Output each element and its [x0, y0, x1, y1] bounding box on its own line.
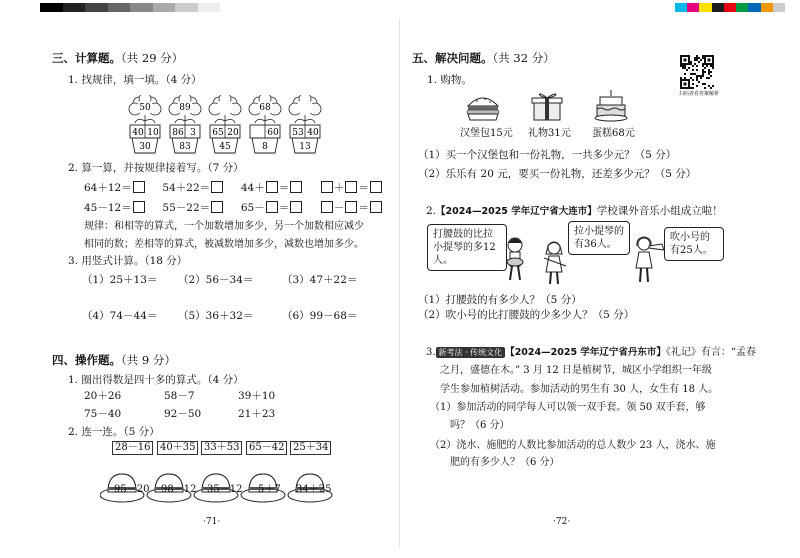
color-swatch [761, 3, 773, 12]
answer-box[interactable] [370, 181, 382, 193]
answer-box[interactable] [133, 201, 145, 213]
pot-top-number: 68 [259, 103, 271, 113]
circle-expr-4[interactable]: 75－40 [84, 408, 122, 420]
vertical-calc-5: （5）36＋32＝ [178, 310, 254, 322]
page-number-left: ·71· [203, 517, 221, 527]
card-expr-3[interactable]: 33＋53 [201, 441, 242, 455]
flower-pot [169, 95, 201, 153]
pot-left-number: 53 [292, 128, 304, 138]
r-q1-part-2: （2）乐乐有 20 元，要买一份礼物，还差多少元？（5 分） [418, 168, 697, 180]
answer-box[interactable] [211, 201, 223, 213]
color-swatch [675, 3, 687, 12]
r-q3-part-1: （1）参加活动的同学每人可以领一双手套。领 50 双手套，够 [430, 402, 706, 413]
hat-expr-1[interactable]: 95－20 [114, 484, 150, 495]
color-swatch [687, 3, 699, 12]
hat-expr-5[interactable]: 34＋25 [296, 484, 332, 495]
flower-pot [129, 95, 161, 153]
pot-left-number: 86 [172, 128, 184, 138]
rule-text-2: 相同的数；差相等的算式，被减数增加多少，减数也增加多少。 [84, 239, 364, 250]
pot-right-number: 20 [227, 128, 239, 138]
card-expr-2[interactable]: 40＋35 [157, 441, 198, 455]
vertical-calc-6: （6）99－68＝ [282, 310, 358, 322]
r-q3-line-3: 学生参加植树活动。参加活动的男生有 30 人，女生有 18 人。 [440, 384, 719, 395]
pot-top-number: 89 [179, 103, 191, 113]
speech-bubble-drum: 打腰鼓的比拉小提琴的多12人。 [427, 224, 507, 271]
calc-row-1: 64＋12＝ 54＋22＝ 44＋ ＝ ＋ ＝ [84, 180, 383, 195]
qr-code-icon[interactable] [680, 55, 714, 89]
answer-box[interactable] [290, 201, 302, 213]
color-bar [675, 3, 785, 12]
qr-caption: 扫码查看答案解析 [679, 91, 720, 97]
r-question-2: 2.【2024—2025 学年辽宁省大连市】学校课外音乐小组成立啦！ [426, 205, 723, 217]
new-method-tag: 新考法 · 传统文化 [436, 347, 506, 358]
circle-expr-1[interactable]: 20＋26 [84, 390, 122, 402]
speech-bubble-trumpet: 吹小号的有25人。 [664, 227, 724, 261]
pot-top-number: 50 [139, 103, 151, 113]
speech-bubble-violin: 拉小提琴的有36人。 [568, 221, 630, 255]
source-tag: 【2024—2025 学年辽宁省丹东市】 [505, 347, 666, 358]
page-fold [399, 18, 400, 548]
pot-right-number: 3 [190, 128, 196, 138]
answer-box[interactable] [211, 181, 223, 193]
r-q3-part-2: （2）浇水、施肥的人数比参加活动的总人数少 23 人，浇水、施 [430, 440, 716, 451]
question-5-label: 2. 连一连。（5 分） [68, 426, 160, 438]
answer-box[interactable] [321, 201, 333, 213]
vertical-calc-2: （2）56－34＝ [178, 274, 254, 286]
item-label-gift: 礼物31元 [528, 128, 571, 139]
r-q2-part-1: （1）打腰鼓的有多少人？（5 分） [418, 294, 582, 306]
answer-box[interactable] [321, 181, 333, 193]
answer-box[interactable] [266, 181, 278, 193]
flower-pot [209, 95, 241, 153]
card-expr-4[interactable]: 65－42 [246, 441, 287, 455]
circle-expr-5[interactable]: 92－50 [164, 408, 202, 420]
pot-right-number: 60 [267, 128, 279, 138]
answer-box[interactable] [133, 181, 145, 193]
pot-right-number: 10 [147, 128, 159, 138]
pot-bottom-number: 45 [219, 142, 231, 152]
trumpet-girl-icon [632, 236, 666, 286]
circle-expr-2[interactable]: 58－7 [164, 390, 195, 402]
color-swatch [712, 3, 724, 12]
answer-box[interactable] [266, 201, 278, 213]
pot-bottom-number: 83 [179, 142, 191, 152]
question-1-label: 1. 找规律，填一填。（4 分） [68, 74, 202, 86]
grayscale-bar [40, 3, 220, 12]
section-3-title: 三、计算题。（共 29 分） [52, 51, 184, 65]
flower-pots [125, 95, 325, 157]
hamburger-icon [465, 94, 501, 122]
color-swatch [736, 3, 748, 12]
gift-icon [530, 90, 564, 122]
pot-left-number: 65 [212, 128, 224, 138]
source-tag: 【2024—2025 学年辽宁省大连市】 [436, 206, 597, 217]
hat-expr-2[interactable]: 98－12 [161, 484, 197, 495]
r-question-1-label: 1. 购物。 [427, 74, 472, 86]
vertical-calc-1: （1）25＋13＝ [82, 274, 158, 286]
drummer-boy-icon [500, 236, 530, 286]
question-4-label: 1. 圈出得数是四十多的算式。（4 分） [68, 374, 244, 386]
pot-bottom-number: 30 [139, 142, 151, 152]
color-swatch [699, 3, 711, 12]
answer-box[interactable] [345, 181, 357, 193]
color-swatch [748, 3, 760, 12]
pot-bottom-number: 8 [262, 142, 268, 152]
item-label-cake: 蛋糕68元 [592, 128, 635, 139]
flower-pot [249, 95, 281, 153]
rule-text-1: 规律：和相等的算式，一个加数增加多少，另一个加数相应减少 [84, 221, 364, 232]
cake-icon [594, 88, 628, 122]
vertical-calc-3: （3）47＋22＝ [282, 274, 358, 286]
section-4-title: 四、操作题。（共 9 分） [52, 353, 176, 367]
color-swatch [773, 3, 785, 12]
card-expr-1[interactable]: 28－16 [112, 441, 153, 455]
r-q3-line-2: 之月，盛德在木。” 3 月 12 日是植树节，城区小学组织一年级 [440, 365, 712, 376]
section-5-title: 五、解决问题。（共 32 分） [412, 51, 555, 65]
hat-expr-4[interactable]: 5＋7 [258, 484, 281, 495]
answer-box[interactable] [290, 181, 302, 193]
r-question-3: 3. 新考法 · 传统文化 【2024—2025 学年辽宁省丹东市】《礼记》有言：“孟春 [426, 347, 757, 358]
flower-pot [289, 95, 321, 153]
answer-box[interactable] [370, 201, 382, 213]
calc-row-2: 45－12＝ 55－22＝ 65－ ＝ － ＝ [84, 200, 383, 215]
circle-expr-6[interactable]: 21＋23 [238, 408, 276, 420]
question-3-label: 3. 用竖式计算。（18 分） [68, 255, 188, 267]
r-q1-part-1: （1）买一个汉堡包和一份礼物，一共多少元？（5 分） [418, 149, 677, 161]
item-label-hamburger: 汉堡包15元 [460, 128, 513, 139]
circle-expr-3[interactable]: 39＋10 [238, 390, 276, 402]
pot-left-number: 40 [132, 128, 144, 138]
hat-expr-3[interactable]: 35－12 [207, 484, 243, 495]
page-number-right: ·72· [553, 517, 571, 527]
pot-right-number: 40 [307, 128, 319, 138]
answer-box[interactable] [345, 201, 357, 213]
violin-girl-icon [540, 240, 570, 288]
color-swatch [724, 3, 736, 12]
r-q3-part-1b: 吗？（6 分） [450, 420, 510, 431]
pot-bottom-number: 13 [299, 142, 311, 152]
r-q3-part-2b: 肥的有多少人？（6 分） [450, 457, 560, 468]
r-q2-part-2: （2）吹小号的比打腰鼓的少多少人？（5 分） [418, 309, 635, 321]
vertical-calc-4: （4）74－44＝ [82, 310, 158, 322]
card-expr-5[interactable]: 25＋34 [290, 441, 331, 455]
question-2-label: 2. 算一算，并按规律接着写。（7 分） [68, 162, 244, 174]
